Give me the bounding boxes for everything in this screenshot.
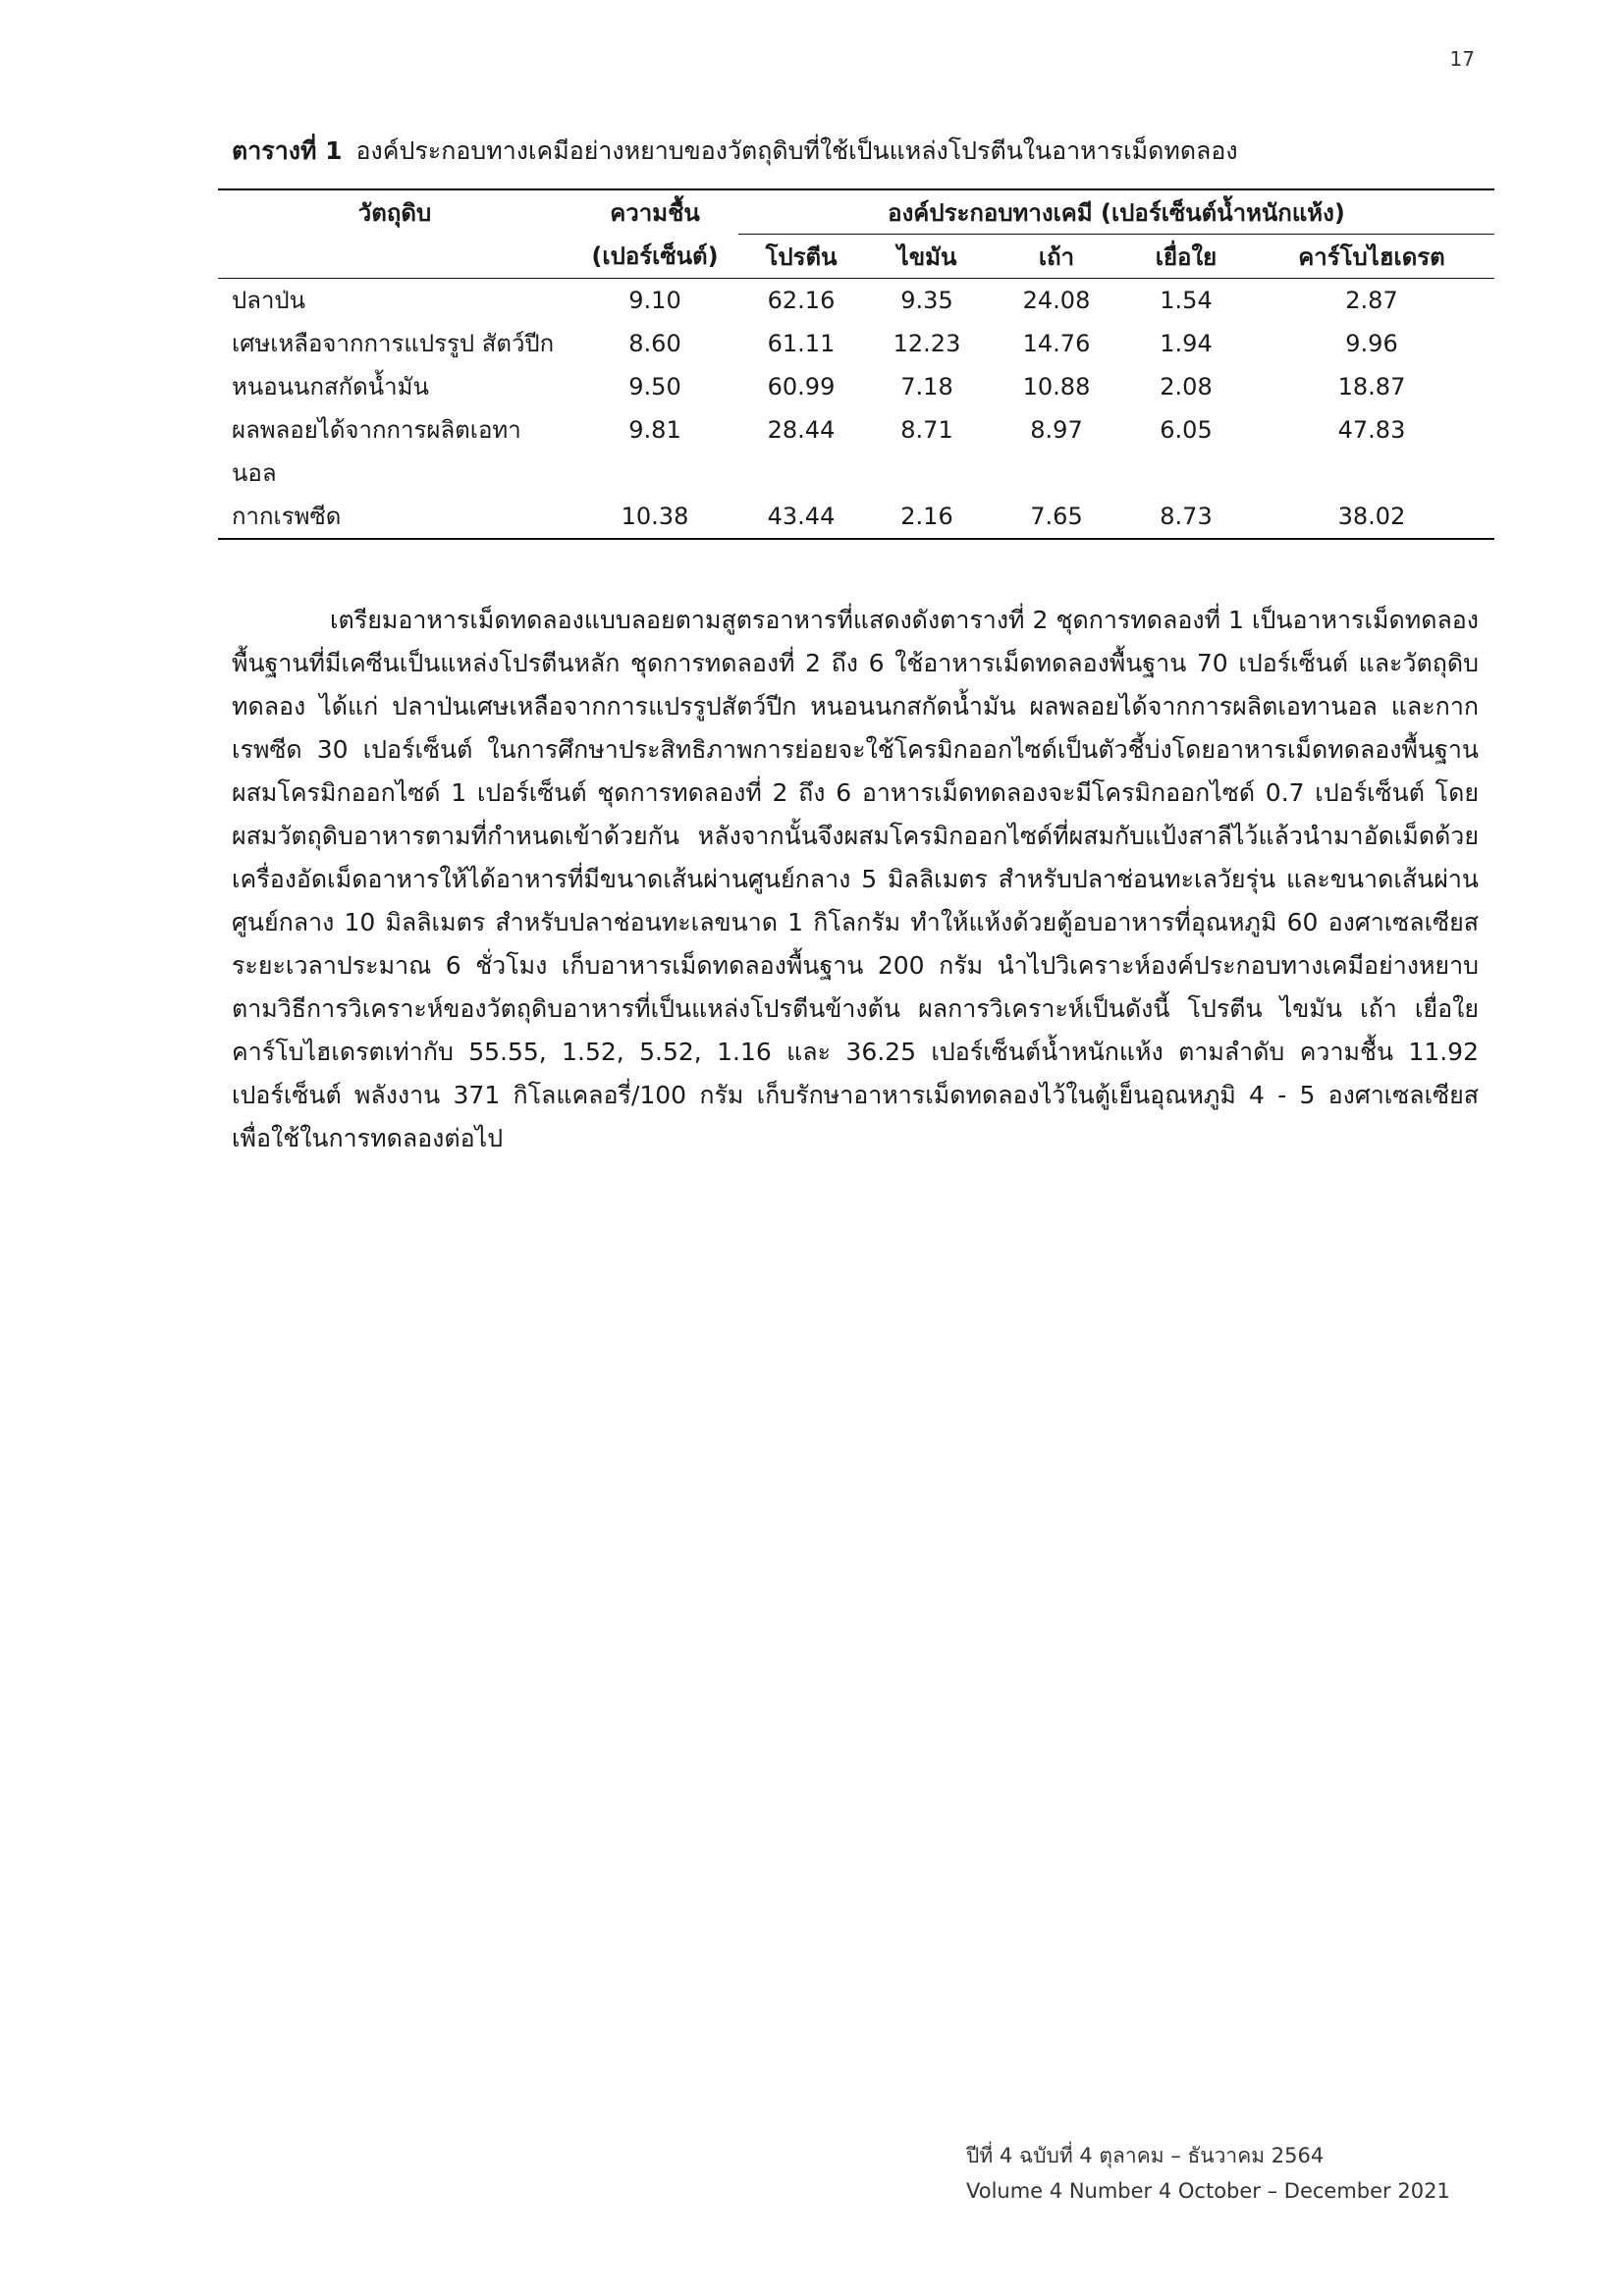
header-protein: โปรตีน (738, 235, 864, 279)
table-row (218, 322, 1494, 365)
header-ash: เถ้า (990, 235, 1123, 279)
table-row (218, 495, 1494, 539)
cell-ash: 24.08 (1022, 287, 1091, 314)
cell-protein: 62.16 (767, 287, 836, 314)
footer-thai-issue: ปีที่ 4 ฉบับที่ 4 ตุลาคม – ธันวาคม 2564 (966, 2144, 1325, 2167)
cell-protein: 60.99 (767, 373, 836, 400)
cell-moisture: 10.38 (571, 495, 738, 539)
cell-fiber: 8.73 (1123, 495, 1249, 539)
header-carbohydrate: คาร์โบไฮเดรต (1249, 235, 1494, 279)
cell-ash: 8.97 (1030, 416, 1083, 444)
cell-protein: 28.44 (767, 416, 836, 444)
header-moisture: ความชื้น (571, 189, 738, 235)
table-row (218, 279, 1494, 323)
cell-carb: 38.02 (1249, 495, 1494, 539)
cell-fiber: 1.54 (1160, 287, 1213, 314)
table-body (218, 279, 1494, 540)
cell-fat: 9.35 (900, 287, 953, 314)
cell-protein: 61.11 (767, 330, 836, 357)
cell-fat: 2.16 (864, 495, 990, 539)
cell-fat: 8.71 (900, 416, 953, 444)
cell-fiber: 1.94 (1160, 330, 1213, 357)
header-material: วัตถุดิบ (218, 189, 571, 235)
cell-material: หนอนนกสกัดน้ำมัน (232, 373, 429, 400)
journal-footer (966, 2138, 1450, 2209)
table-row (218, 408, 1494, 495)
cell-protein: 43.44 (738, 495, 864, 539)
cell-fat: 7.18 (900, 373, 953, 400)
body-paragraph: เตรียมอาหารเม็ดทดลองแบบลอยตามสูตรอาหารที่แสดงดังตารางที่ 2 ชุดการทดลองที่ 1 เป็นอาหารเม็ดทดลองพื้นฐานที่มีเคซีนเป็นแหล่งโปรตีนหลัก ชุดการทดลองที่ 2 ถึง 6 ใช้อาหารเม็ดทดลองพื้นฐาน 70 เปอร์เซ็นต์ และวัตถุดิบทดลอง ได้แก่ ปลาป่นเศษเหลือจากการแปรรูปสัตว์ปีก หนอนนกสกัดน้ำมัน ผลพลอยได้จากการผลิตเอทานอล และกากเรพซีด 30 เปอร์เซ็นต์ ในการศึกษาประสิทธิภาพการย่อยจะใช้โครมิกออกไซด์เป็นตัวชี้บ่งโดยอาหารเม็ดทดลองพื้นฐานผสมโครมิกออกไซด์ 1 เปอร์เซ็นต์ ชุดการทดลองที่ 2 ถึง 6 อาหารเม็ดทดลองจะมีโครมิกออกไซด์ 0.7 เปอร์เซ็นต์ โดยผสมวัตถุดิบอาหารตามที่กำหนดเข้าด้วยกัน หลังจากนั้นจึงผสมโครมิกออกไซด์ที่ผสมกับแป้งสาลีไว้แล้วนำมาอัดเม็ดด้วยเครื่องอัดเม็ดอาหารให้ได้อาหารที่มีขนาดเส้นผ่านศูนย์กลาง 5 มิลลิเมตร สำหรับปลาช่อนทะเลวัยรุ่น และขนาดเส้นผ่านศูนย์กลาง 10 มิลลิเมตร สำหรับปลาช่อนทะเลขนาด 1 กิโลกรัม ทำให้แห้งด้วยตู้อบอาหารที่อุณหภูมิ 60 องศาเซลเซียส ระยะเวลาประมาณ 6 ชั่วโมง เก็บอาหารเม็ดทดลองพื้นฐาน 200 กรัม นำไปวิเคราะห์องค์ประกอบทางเคมีอย่างหยาบตามวิธีการวิเคราะห์ของวัตถุดิบอาหารที่เป็นแหล่งโปรตีนข้างต้น ผลการวิเคราะห์เป็นดังนี้ โปรตีน ไขมัน เถ้า เยื่อใย คาร์โบไฮเดรตเท่ากับ 55.55, 1.52, 5.52, 1.16 และ 36.25 เปอร์เซ็นต์น้ำหนักแห้ง ตามลำดับ ความชื้น 11.92 เปอร์เซ็นต์ พลังงาน 371 กิโลแคลอรี่/100 กรัม เก็บรักษาอาหารเม็ดทดลองไว้ในตู้เย็นอุณหภูมิ 4 - 5 องศาเซลเซียส เพื่อใช้ในการทดลองต่อไป (232, 606, 1479, 1152)
table-row (218, 365, 1494, 408)
header-chemical-composition: องค์ประกอบทางเคมี (เปอร์เซ็นต์น้ำหนักแห้ง) (738, 189, 1494, 235)
cell-material: กากเรพซีด (218, 495, 571, 539)
cell-fiber: 6.05 (1160, 416, 1213, 444)
cell-carb: 47.83 (1337, 416, 1406, 444)
cell-carb: 9.96 (1345, 330, 1398, 357)
cell-material: ผลพลอยได้จากการผลิตเอทานอล (232, 416, 521, 487)
header-fat: ไขมัน (864, 235, 990, 279)
cell-carb: 18.87 (1337, 373, 1406, 400)
composition-table (218, 188, 1494, 540)
cell-moisture: 8.60 (628, 330, 681, 357)
cell-ash: 7.65 (990, 495, 1123, 539)
cell-material: เศษเหลือจากการแปรรูป สัตว์ปีก (232, 330, 555, 357)
page-number: 17 (1449, 47, 1475, 71)
cell-ash: 10.88 (1022, 373, 1091, 400)
footer-english-issue: Volume 4 Number 4 October – December 2021 (966, 2179, 1450, 2203)
cell-material: ปลาป่น (232, 287, 306, 314)
header-material-blank (218, 235, 571, 279)
table-caption (232, 132, 1508, 171)
cell-carb: 2.87 (1345, 287, 1398, 314)
cell-ash: 14.76 (1022, 330, 1091, 357)
cell-moisture: 9.81 (628, 416, 681, 444)
table-caption-label: ตารางที่ 1 (232, 136, 343, 165)
cell-fat: 12.23 (893, 330, 961, 357)
header-moisture-unit: (เปอร์เซ็นต์) (571, 235, 738, 279)
table-caption-text: องค์ประกอบทางเคมีอย่างหยาบของวัตถุดิบที่ใช้เป็นแหล่งโปรตีนในอาหารเม็ดทดลอง (355, 136, 1238, 165)
cell-fiber: 2.08 (1160, 373, 1213, 400)
cell-moisture: 9.10 (628, 287, 681, 314)
header-fiber: เยื่อใย (1123, 235, 1249, 279)
cell-moisture: 9.50 (628, 373, 681, 400)
